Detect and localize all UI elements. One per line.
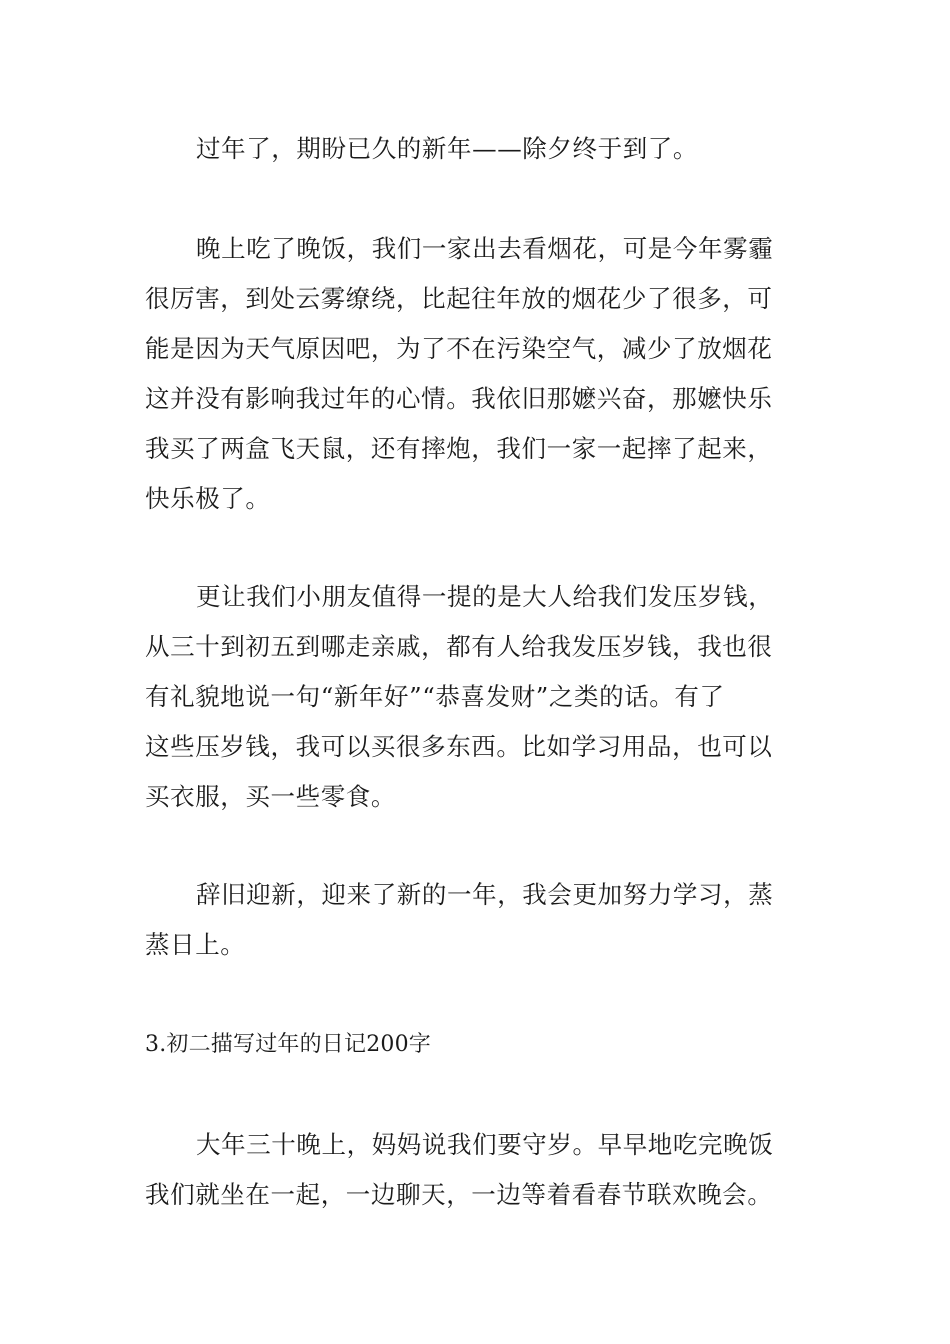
paragraph-3-line-2: 从三十到初五到哪走亲戚，都有人给我发压岁钱，我也很 xyxy=(145,632,773,661)
section-heading: 3.初二描写过年的日记200字 xyxy=(145,1032,431,1057)
paragraph-3-line-1: 更让我们小朋友值得一提的是大人给我们发压岁钱， xyxy=(196,582,774,611)
paragraph-2-line-2: 很厉害，到处云雾缭绕，比起往年放的烟花少了很多，可 xyxy=(145,284,773,313)
paragraph-1-line-1: 过年了，期盼已久的新年——除夕终于到了。 xyxy=(196,134,698,163)
paragraph-3-line-3: 有礼貌地说一句“新年好”“恭喜发财”之类的话。有了 xyxy=(145,682,725,711)
paragraph-2-line-6: 快乐极了。 xyxy=(145,484,271,513)
paragraph-5-line-1: 大年三十晚上，妈妈说我们要守岁。早早地吃完晚饭 xyxy=(196,1130,774,1159)
paragraph-2-line-3: 能是因为天气原因吧，为了不在污染空气，减少了放烟花 xyxy=(145,334,773,363)
paragraph-3-line-5: 买衣服，买一些零食。 xyxy=(145,782,396,811)
paragraph-2-line-1: 晚上吃了晚饭，我们一家出去看烟花，可是今年雾霾 xyxy=(196,234,774,263)
paragraph-2-line-5: 我买了两盒飞天鼠，还有摔炮，我们一家一起摔了起来， xyxy=(145,434,773,463)
paragraph-4-line-2: 蒸日上。 xyxy=(145,930,246,959)
paragraph-3-line-4: 这些压岁钱，我可以买很多东西。比如学习用品，也可以 xyxy=(145,732,773,761)
paragraph-4-line-1: 辞旧迎新，迎来了新的一年，我会更加努力学习，蒸 xyxy=(196,880,774,909)
paragraph-2-line-4: 这并没有影响我过年的心情。我依旧那嬷兴奋，那嬷快乐 xyxy=(145,384,773,413)
paragraph-5-line-2: 我们就坐在一起，一边聊天，一边等着看春节联欢晚会。 xyxy=(145,1180,773,1209)
